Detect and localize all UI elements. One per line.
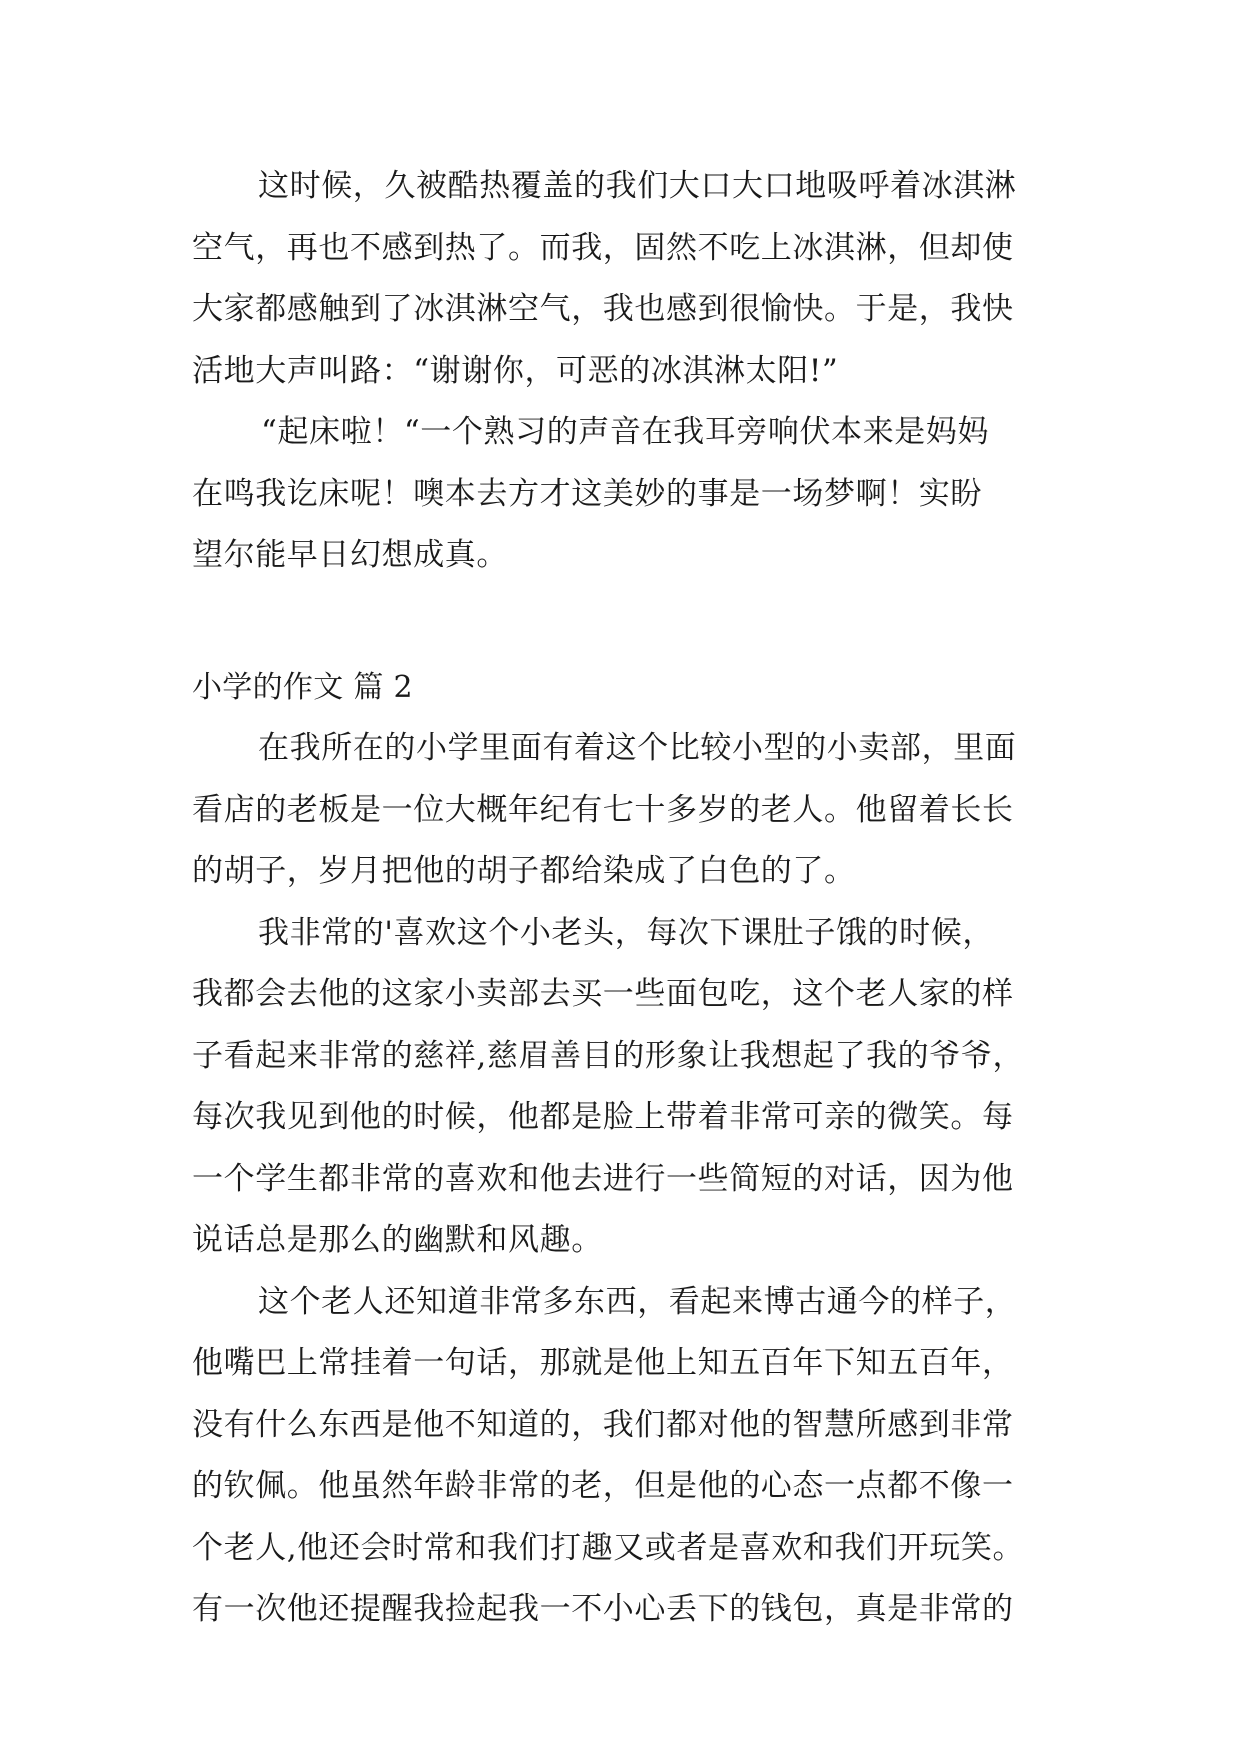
paragraph-knowledge xyxy=(192,1272,1072,1641)
text-line: 我都会去他的这家小卖部去买一些面包吃，这个老人家的样 xyxy=(192,976,1014,1012)
paragraph-school-shop xyxy=(192,718,1072,903)
text-line: 我非常的'喜欢这个小老头，每次下课肚子饿的时候， xyxy=(258,914,994,951)
paragraph-wake-up xyxy=(192,402,1072,587)
text-line: 每次我见到他的时候，他都是脸上带着非常可亲的微笑。每 xyxy=(192,1099,1014,1135)
text-line: 望尔能早日幻想成真。 xyxy=(192,537,508,573)
paragraph-ice-cream-air xyxy=(192,156,1072,402)
text-line: 说话总是那么的幽默和风趣。 xyxy=(192,1222,603,1258)
text-line: 个老人,他还会时常和我们打趣又或者是喜欢和我们开玩笑。 xyxy=(192,1529,1025,1566)
text-line: 这时候，久被酷热覆盖的我们大口大口地吸呼着冰淇淋 xyxy=(258,168,1017,204)
text-line: 他嘴巴上常挂着一句话，那就是他上知五百年下知五百年， xyxy=(192,1345,1014,1381)
text-line: 在鸣我讫床呢！噢本去方才这美妙的事是一场梦啊！实盼 xyxy=(192,475,982,512)
text-line: 的胡子，岁月把他的胡子都给染成了白色的了。 xyxy=(192,853,856,889)
essay-text-column xyxy=(192,156,1072,1641)
text-line: 的钦佩。他虽然年龄非常的老，但是他的心态一点都不像一 xyxy=(192,1468,1014,1504)
section-heading: 小学的作文 篇 2 xyxy=(192,669,413,705)
text-line: 这个老人还知道非常多东西，看起来博古通今的样子， xyxy=(258,1283,1017,1320)
section-spacer xyxy=(192,587,1072,657)
text-line: 空气，再也不感到热了。而我，固然不吃上冰淇淋，但却使 xyxy=(192,229,1014,266)
text-line: 子看起来非常的慈祥,慈眉善目的形象让我想起了我的爷爷， xyxy=(192,1037,1025,1074)
text-line: 看店的老板是一位大概年纪有七十多岁的老人。他留着长长 xyxy=(192,791,1014,828)
text-line: 活地大声叫路：“谢谢你，可恶的冰淇淋太阳!” xyxy=(192,352,839,389)
text-line: 大家都感触到了冰淇淋空气，我也感到很愉快。于是，我快 xyxy=(192,291,1014,327)
text-line: “起床啦！“一个熟习的声音在我耳旁响伏本来是妈妈 xyxy=(261,414,990,450)
text-line: 一个学生都非常的喜欢和他去进行一些简短的对话，因为他 xyxy=(192,1160,1014,1197)
text-line: 有一次他还提醒我捡起我一不小心丢下的钱包，真是非常的 xyxy=(192,1591,1014,1627)
paragraph-like-old-man xyxy=(192,903,1072,1272)
text-line: 没有什么东西是他不知道的，我们都对他的智慧所感到非常 xyxy=(192,1406,1014,1443)
text-line: 在我所在的小学里面有着这个比较小型的小卖部，里面 xyxy=(258,730,1017,766)
